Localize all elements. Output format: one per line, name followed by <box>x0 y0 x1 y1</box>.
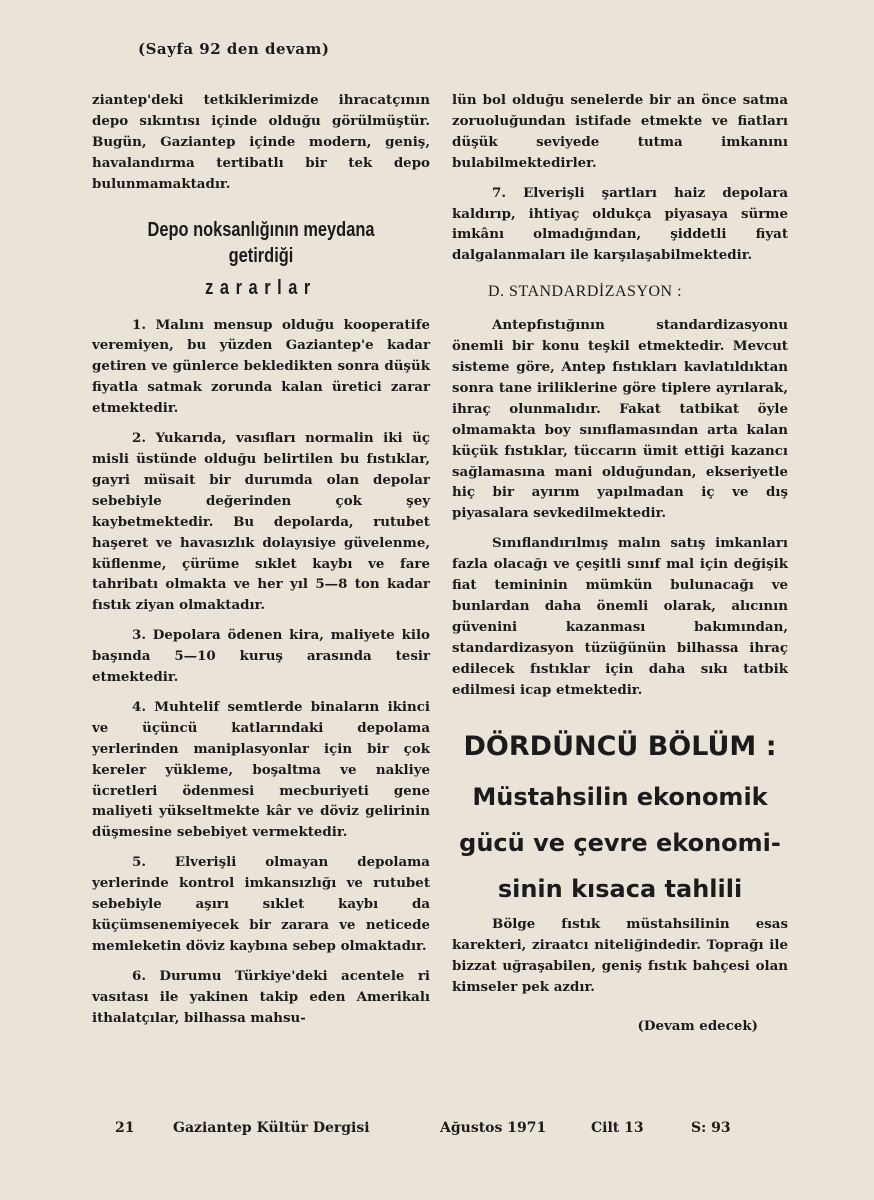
paragraph: lün bol olduğu senelerde bir an önce satma zoruoluğundan istifade etmekte ve fiatları düşük seviyede tutma imkanını bulabilmektedirler. <box>452 92 788 171</box>
list-item: 2. Yukarıda, vasıfları normalin iki üç misli üstünde olduğu belirtilen bu fıstıklar, gayri müsait bir durumda olan depolar sebebiyle değerinden çok şey kaybetmektedir. Bu depolarda, rutubet haşeret ve havasızlık dolayısiye güvelenme, küflenme, çürüme sıklet kaybı ve fare tahribatı olmakta ve her yıl 5—8 ton kadar fıstık ziyan olmaktadır. <box>92 430 430 614</box>
paragraph: Antepfıstığının standardizasyonu önemli bir konu teşkil etmektedir. Mevcut sisteme göre, Antep fıstıkları kavlatıldıktan sonra tane iriliklerine göre tiplere ayrılarak, ihraç olunmalıdır. Fakat tatbikat öyle olmamakta boy sınıflamasından arta kalan küçük fıstıklar, tüccarın ümit ettiği kazancı sağlamasına mani olduğundan, ekseriyetle hiç bir ayırım yapılmadan iç ve dış piyasalara sevkedilmektedir. <box>452 317 788 522</box>
left-column <box>92 90 430 1038</box>
page-number: 21 <box>115 1120 135 1136</box>
issue-date: Ağustos 1971 <box>440 1120 547 1136</box>
list-item: 3. Depolara ödenen kira, maliyete kilo başında 5—10 kuruş arasında tesir etmektedir. <box>92 627 430 686</box>
subsection-heading: D. STANDARDİZASYON : <box>488 283 683 301</box>
list-item: 5. Elverişli olmayan depolama yerlerinde kontrol imkansızlığı ve rutubet sebebiyle aşırı sıklet kaybı da küçümsenemiyecek bir zarara ve neticede memleketin döviz kaybına sebep olmaktadır. <box>92 854 430 954</box>
right-column <box>452 90 788 1037</box>
chapter-subtitle-line: gücü ve çevre ekonomi- <box>459 829 781 858</box>
chapter-subtitle-line: sinin kısaca tahlili <box>497 875 743 904</box>
paragraph: Sınıflandırılmış malın satış imkanları fazla olacağı ve çeşitli sınıf mal için değişik fiat temininin mümkün bulunacağı ve bunlardan daha önemli olarak, alıcının güvenini kazanması bakımından, standardizasyon tüzüğünün bilhassa ihraç edilecek fıstıklar için daha sıkı tatbik edilmesi icap etmektedir. <box>452 535 788 698</box>
list-item: 7. Elverişli şartları haiz depolara kaldırıp, ihtiyaç oldukça piyasaya sürme imkânı olmadığından, şiddetli fiyat dalgalanmaları ile karşılaşabilmektedir. <box>452 184 788 264</box>
paragraph: ziantep'deki tetkiklerimizde ihracatçının depo sıkıntısı içinde olduğu görülmüştür. Bugün, Gaziantep içinde modern, geniş, havalandırma tertibatlı bir tek depo bulunmamaktadır. <box>92 92 430 192</box>
volume-number: Cilt 13 <box>591 1120 644 1136</box>
list-item: 6. Durumu Türkiye'deki acentele ri vasıtası ile yakinen takip eden Amerikalı ithalatçılar, bilhassa mahsu- <box>92 967 430 1026</box>
section-heading-continued: zararlar <box>205 276 317 299</box>
chapter-subtitle-line: Müstahsilin ekonomik <box>472 783 768 812</box>
to-be-continued-note: (Devam edecek) <box>637 1018 758 1035</box>
issue-number: S: 93 <box>691 1120 731 1136</box>
paragraph: Bölge fıstık müstahsilinin esas karekteri, ziraatcı niteliğindedir. Toprağı ile bizzat uğraşabilen, geniş fıstık bahçesi olan kimseler pek azdır. <box>452 916 788 996</box>
list-item: 4. Muhtelif semtlerde binaların ikinci ve üçüncü katlarındaki depolama yerlerinden maniplasyonlar için bir çok kereler yükleme, boşaltma ve nakliye ücretleri ödenmesi mecburiyeti gene maliyeti yükseltmekte kâr ve döviz gelirinin düşmesine sebebiyet vermektedir. <box>92 698 430 841</box>
page-footer <box>0 1120 874 1144</box>
section-heading: Depo noksanlığının meydana getirdiği <box>147 218 375 267</box>
list-item: 1. Malını mensup olduğu kooperatife veremiyen, bu yüzden Gaziantep'e kadar getiren ve günlerce bekledikten sonra düşük fiyatla satmak zorunda kalan üretici zarar etmektedir. <box>92 316 430 417</box>
chapter-title: DÖRDÜNCÜ BÖLÜM : <box>463 731 777 763</box>
journal-name: Gaziantep Kültür Dergisi <box>173 1120 370 1136</box>
continued-from-note: (Sayfa 92 den devam) <box>138 40 330 58</box>
